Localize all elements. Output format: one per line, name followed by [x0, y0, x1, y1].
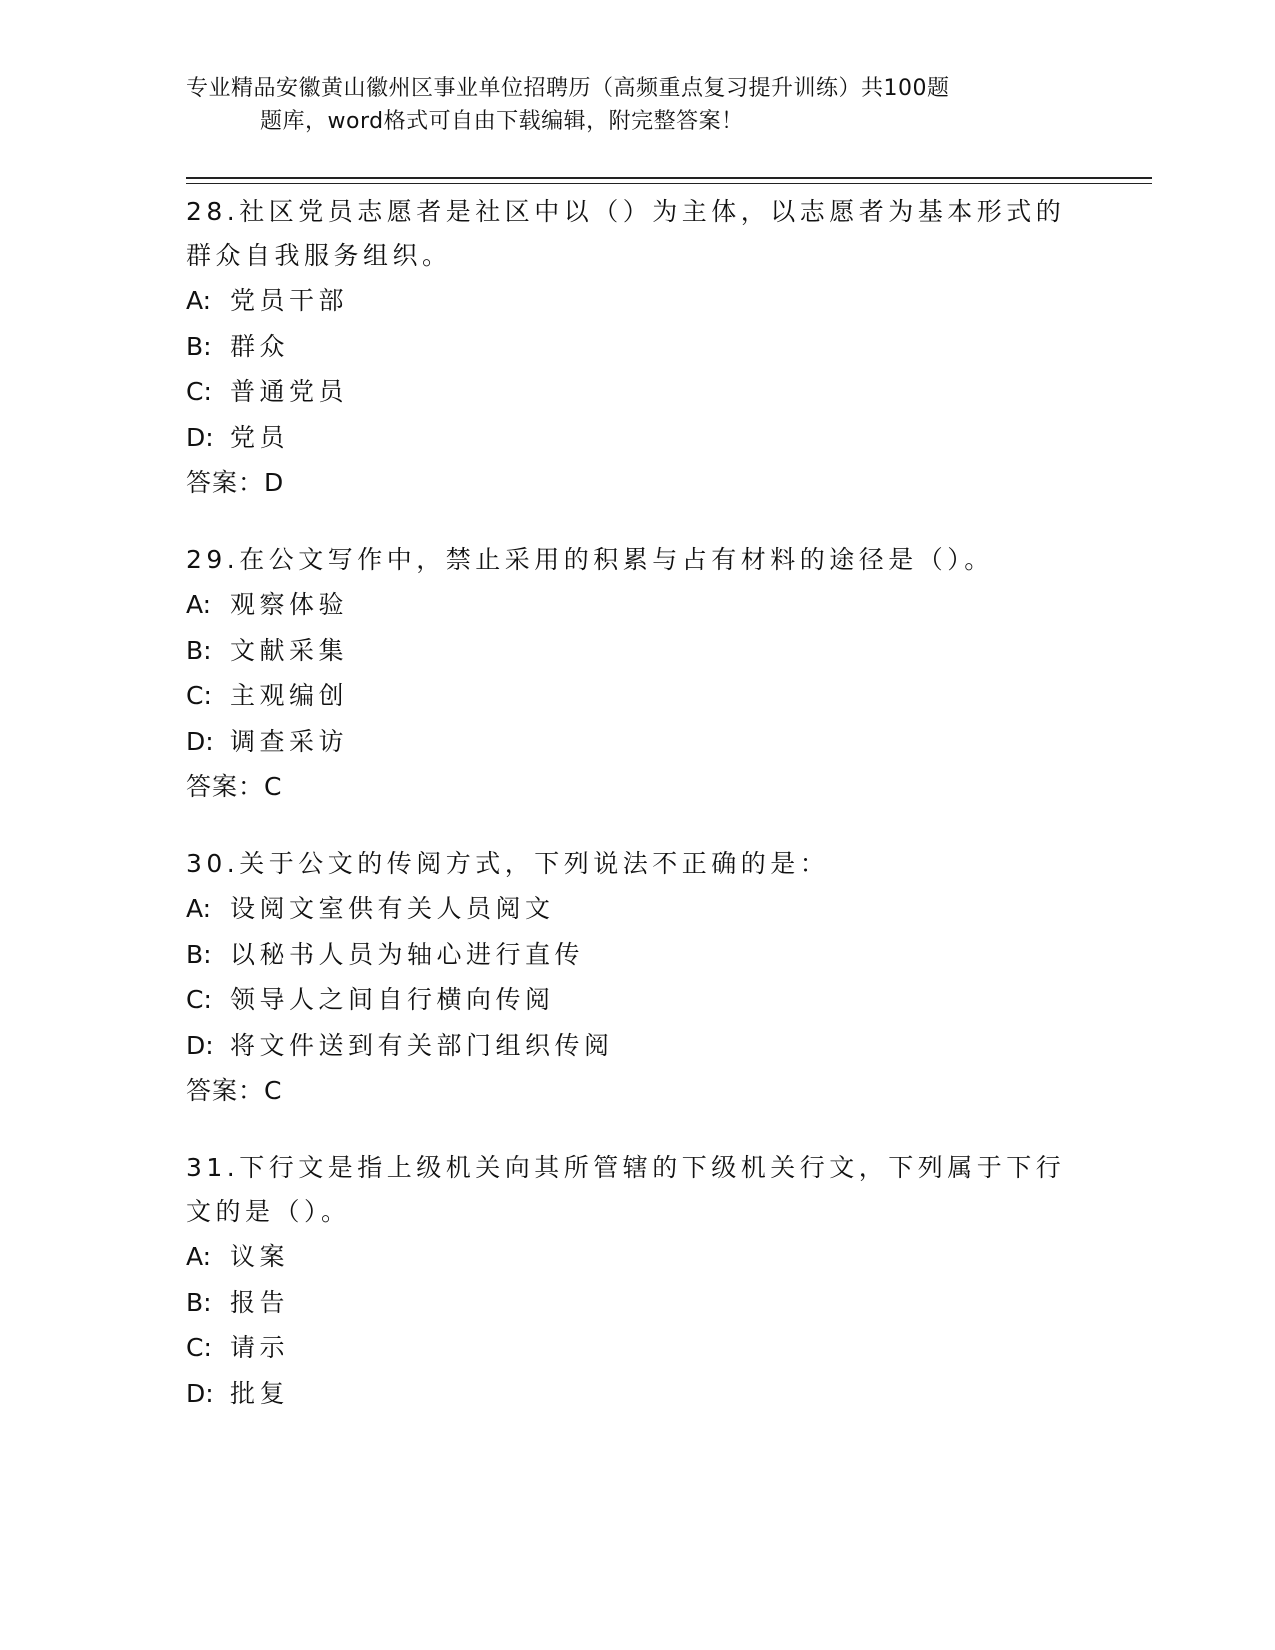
option-c [186, 673, 1086, 719]
option-d [186, 1371, 1086, 1417]
option-text: 报告 [230, 1287, 290, 1317]
option-a [186, 1234, 1086, 1280]
option-c [186, 369, 1086, 415]
option-text: 普通党员 [230, 377, 349, 406]
option-text: 议案 [230, 1242, 290, 1271]
option-letter: D: [186, 1030, 214, 1060]
option-b [186, 324, 1086, 370]
option-letter: A: [186, 590, 212, 619]
option-letter: C: [186, 377, 212, 406]
question-stem: 28.社区党员志愿者是社区中以（）为主体，以志愿者为基本形式的群众自我服务组织。 [186, 197, 1066, 270]
header-title-line2: 题库，word格式可自由下载编辑，附完整答案！ [260, 109, 744, 134]
option-text: 党员 [230, 422, 290, 452]
option-c [186, 977, 1086, 1023]
option-text: 党员干部 [230, 286, 349, 315]
header-title-line1: 专业精品安徽黄山徽州区事业单位招聘历（高频重点复习提升训练）共100题 [186, 76, 950, 101]
question-list [186, 190, 1086, 1449]
answer-line: 答案：D [186, 468, 285, 497]
option-text: 设阅文室供有关人员阅文 [230, 894, 555, 923]
option-d [186, 1023, 1086, 1069]
option-d [186, 415, 1086, 461]
option-letter: D: [186, 422, 214, 452]
option-text: 以秘书人员为轴心进行直传 [230, 939, 585, 969]
option-text: 观察体验 [230, 590, 349, 619]
option-letter: C: [186, 985, 212, 1014]
option-text: 群众 [230, 331, 290, 361]
document-header [186, 72, 1046, 138]
option-letter: A: [186, 286, 212, 315]
question-29 [186, 538, 1086, 809]
option-b [186, 932, 1086, 978]
option-letter: B: [186, 939, 212, 969]
option-b [186, 1280, 1086, 1326]
option-letter: B: [186, 331, 212, 361]
header-divider-thin [186, 183, 1152, 184]
option-letter: B: [186, 1287, 212, 1317]
option-a [186, 886, 1086, 932]
option-a [186, 582, 1086, 628]
option-letter: A: [186, 894, 212, 923]
answer-line: 答案：C [186, 1076, 283, 1105]
option-a [186, 278, 1086, 324]
question-stem: 31.下行文是指上级机关向其所管辖的下级机关行文，下列属于下行文的是（）。 [186, 1153, 1066, 1226]
option-text: 调查采访 [230, 726, 349, 756]
option-text: 批复 [230, 1378, 290, 1408]
question-31 [186, 1146, 1086, 1416]
header-divider-thick [186, 177, 1152, 179]
question-30 [186, 842, 1086, 1113]
option-letter: C: [186, 681, 212, 710]
option-letter: D: [186, 1378, 214, 1408]
answer-line: 答案：C [186, 772, 283, 801]
option-text: 请示 [230, 1333, 290, 1362]
option-b [186, 628, 1086, 674]
option-letter: D: [186, 726, 214, 756]
option-text: 领导人之间自行横向传阅 [230, 985, 555, 1014]
option-text: 将文件送到有关部门组织传阅 [230, 1030, 614, 1060]
question-stem: 29.在公文写作中，禁止采用的积累与占有材料的途径是（）。 [186, 545, 994, 574]
question-stem: 30.关于公文的传阅方式，下列说法不正确的是： [186, 849, 830, 878]
option-text: 主观编创 [230, 681, 349, 710]
question-28 [186, 190, 1086, 505]
option-c [186, 1325, 1086, 1371]
option-text: 文献采集 [230, 635, 349, 665]
option-letter: A: [186, 1242, 212, 1271]
option-d [186, 719, 1086, 765]
option-letter: B: [186, 635, 212, 665]
option-letter: C: [186, 1333, 212, 1362]
